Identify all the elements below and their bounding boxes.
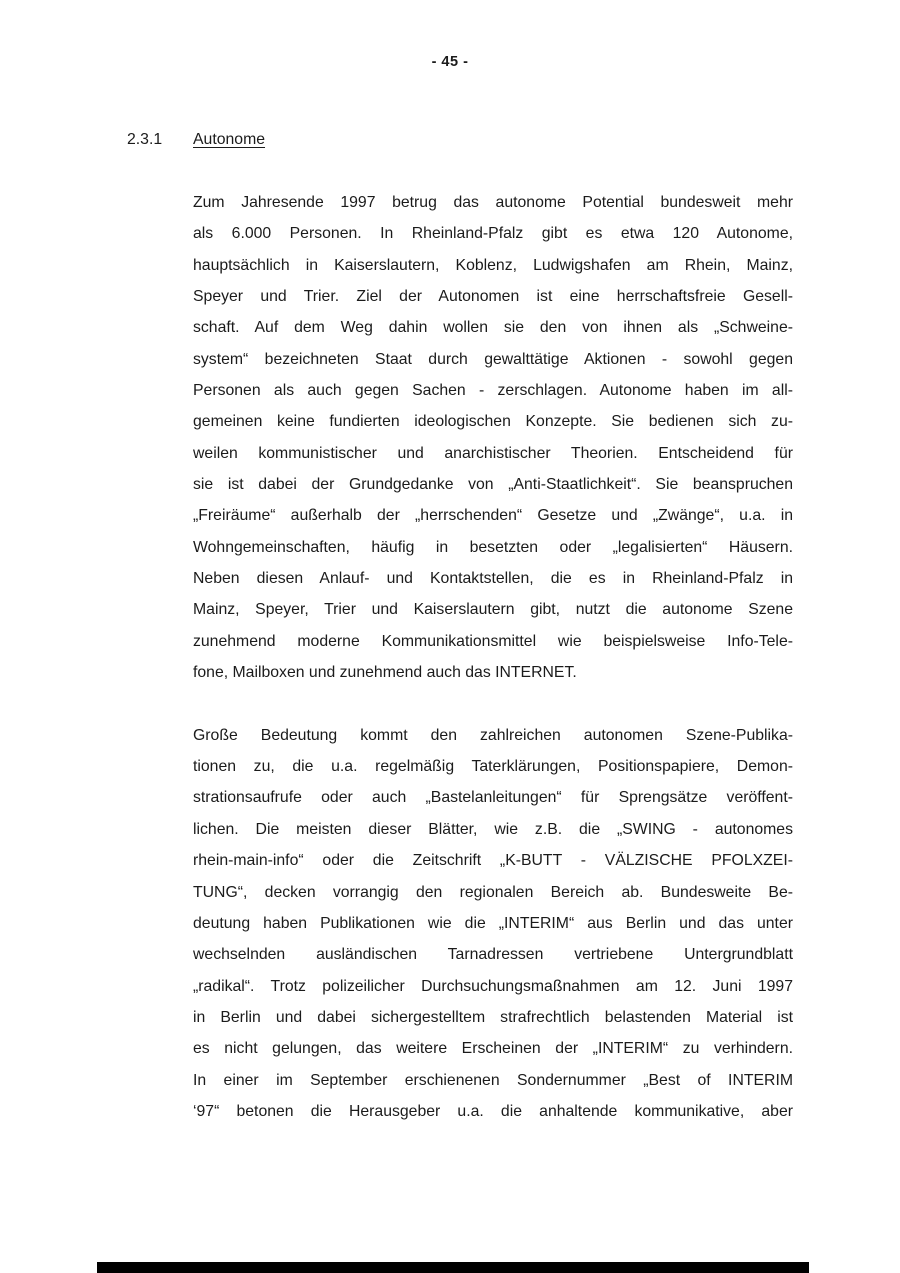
text-line: deutung haben Publikationen wie die „INTERIM“ aus Berlin und das unter bbox=[193, 914, 793, 932]
text-line: hauptsächlich in Kaiserslautern, Koblenz, Ludwigshafen am Rhein, Mainz, bbox=[193, 256, 793, 274]
section-title: Autonome bbox=[193, 131, 266, 148]
section-number: 2.3.1 bbox=[127, 131, 163, 148]
text-line: In einer im September erschienenen Sondernummer „Best of INTERIM bbox=[193, 1071, 793, 1089]
page-number: - 45 - bbox=[431, 54, 469, 70]
text-line: „radikal“. Trotz polizeilicher Durchsuchungsmaßnahmen am 12. Juni 1997 bbox=[193, 977, 793, 995]
text-line: lichen. Die meisten dieser Blätter, wie z.B. die „SWING - autonomes bbox=[193, 820, 793, 838]
text-line: Mainz, Speyer, Trier und Kaiserslautern gibt, nutzt die autonome Szene bbox=[193, 601, 793, 619]
text-line: als 6.000 Personen. In Rheinland-Pfalz gibt es etwa 120 Autonome, bbox=[193, 225, 793, 243]
text-line: strationsaufrufe oder auch „Bastelanleitungen“ für Sprengsätze veröffent- bbox=[193, 789, 793, 807]
text-line: Personen als auch gegen Sachen - zerschlagen. Autonome haben im all- bbox=[193, 382, 793, 400]
scan-edge-bar bbox=[97, 1262, 809, 1273]
paragraph bbox=[193, 720, 793, 1127]
text-line: rhein-main-info“ oder die Zeitschrift „K-BUTT - VÄLZISCHE PFOLXZEI- bbox=[193, 852, 793, 870]
paragraph bbox=[193, 187, 793, 689]
text-line: TUNG“, decken vorrangig den regionalen Bereich ab. Bundesweite Be- bbox=[193, 883, 793, 901]
text-line: Speyer und Trier. Ziel der Autonomen ist eine herrschaftsfreie Gesell- bbox=[193, 288, 793, 306]
text-line: Neben diesen Anlauf- und Kontaktstellen, die es in Rheinland-Pfalz in bbox=[193, 570, 793, 588]
text-line: schaft. Auf dem Weg dahin wollen sie den von ihnen als „Schweine- bbox=[193, 319, 793, 337]
text-line: fone, Mailboxen und zunehmend auch das INTERNET. bbox=[193, 664, 577, 682]
text-line: ‘97“ betonen die Herausgeber u.a. die anhaltende kommunikative, aber bbox=[193, 1102, 793, 1120]
body-text bbox=[193, 187, 793, 1159]
text-line: sie ist dabei der Grundgedanke von „Anti-Staatlichkeit“. Sie beanspruchen bbox=[193, 476, 793, 494]
text-line: tionen zu, die u.a. regelmäßig Taterklärungen, Positionspapiere, Demon- bbox=[193, 758, 793, 776]
text-line: gemeinen keine fundierten ideologischen Konzepte. Sie bedienen sich zu- bbox=[193, 413, 793, 431]
section-heading bbox=[127, 131, 265, 149]
text-line: „Freiräume“ außerhalb der „herrschenden“ Gesetze und „Zwänge“, u.a. in bbox=[193, 507, 793, 525]
text-line: wechselnden ausländischen Tarnadressen vertriebene Untergrundblatt bbox=[193, 946, 793, 964]
text-line: es nicht gelungen, das weitere Erscheinen der „INTERIM“ zu verhindern. bbox=[193, 1040, 793, 1058]
text-line: Zum Jahresende 1997 betrug das autonome Potential bundesweit mehr bbox=[193, 194, 793, 211]
text-line: system“ bezeichneten Staat durch gewalttätige Aktionen - sowohl gegen bbox=[193, 350, 793, 368]
text-line: weilen kommunistischer und anarchistischer Theorien. Entscheidend für bbox=[193, 444, 793, 462]
text-line: in Berlin und dabei sichergestelltem strafrechtlich belastenden Material ist bbox=[193, 1008, 793, 1026]
text-line: Große Bedeutung kommt den zahlreichen autonomen Szene-Publika- bbox=[193, 726, 793, 744]
text-line: Wohngemeinschaften, häufig in besetzten oder „legalisierten“ Häusern. bbox=[193, 538, 793, 556]
text-line: zunehmend moderne Kommunikationsmittel wie beispielsweise Info-Tele- bbox=[193, 632, 793, 650]
